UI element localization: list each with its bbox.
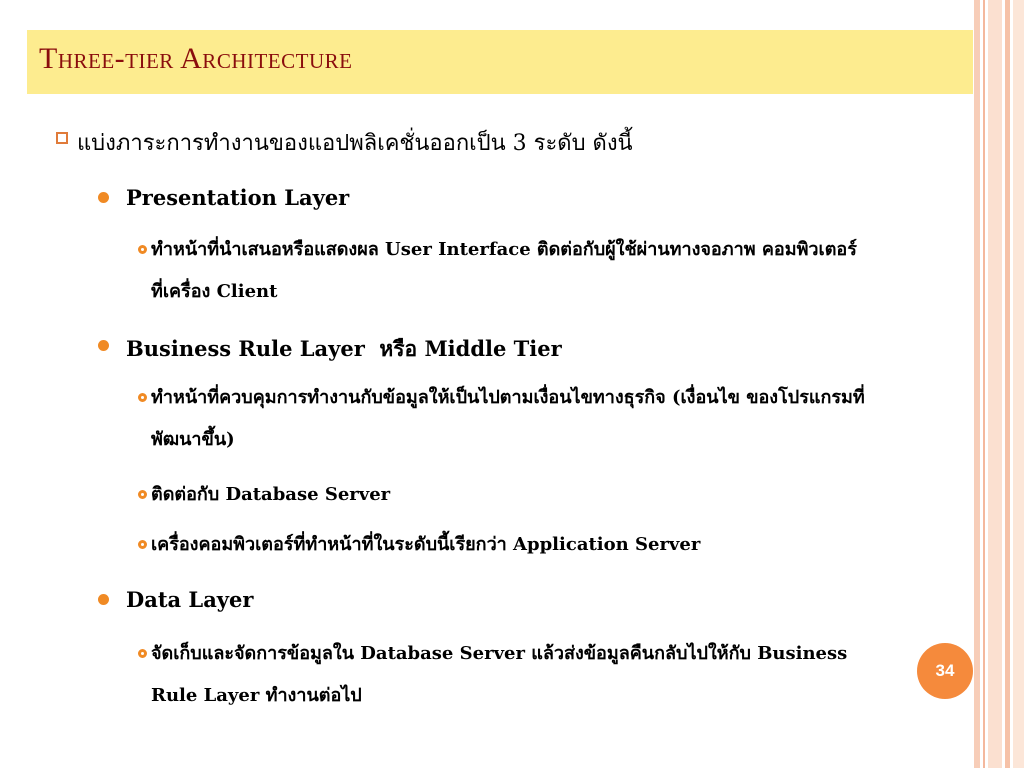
ring-bullet-icon — [138, 393, 147, 402]
square-bullet-icon — [56, 132, 68, 144]
layer-item — [138, 633, 868, 717]
layer-item — [138, 377, 888, 461]
layer-item-text: จัดเก็บและจัดการข้อมูลใน Database Server แล้วส่งข้อมูลคืนกลับไปให้กับ Business Rule Layer ทำงานต่อไป — [151, 643, 848, 706]
layer-item-text: ทำหน้าที่นำเสนอหรือแสดงผล User Interface ติดต่อกับผู้ใช้ผ่านทางจอภาพ คอมพิวเตอร์ที่เครื่อง Client — [151, 239, 857, 302]
intro-bullet — [56, 125, 633, 160]
intro-text: แบ่งภาระการทำงานของแอปพลิเคชั่นออกเป็น 3 ระดับ ดังนี้ — [77, 131, 633, 156]
ring-bullet-icon — [138, 649, 147, 658]
ring-bullet-icon — [138, 245, 147, 254]
layer-heading-text: Presentation Layer — [126, 185, 350, 210]
layer-item-text: เครื่องคอมพิวเตอร์ที่ทำหน้าที่ในระดับนี้เรียกว่า Application Server — [151, 534, 701, 555]
layer-heading-business-rule — [98, 333, 562, 366]
layer-item-text: ทำหน้าที่ควบคุมการทำงานกับข้อมูลให้เป็นไปตามเงื่อนไขทางธุรกิจ (เงื่อนไข ของโปรแกรมที่พัฒนาขึ้น) — [151, 387, 865, 450]
ring-bullet-icon — [138, 490, 147, 499]
dot-bullet-icon — [98, 192, 109, 203]
dot-bullet-icon — [98, 340, 109, 351]
layer-heading-text: Business Rule Layer หรือ Middle Tier — [126, 336, 562, 361]
ring-bullet-icon — [138, 540, 147, 549]
slide-title: Three-tier Architecture — [39, 42, 353, 75]
layer-heading-data — [98, 587, 253, 612]
dot-bullet-icon — [98, 594, 109, 605]
layer-heading-text: Data Layer — [126, 587, 254, 612]
layer-item — [138, 474, 390, 516]
layer-item-text: ติดต่อกับ Database Server — [151, 484, 391, 505]
page-number-badge: 34 — [917, 643, 973, 699]
layer-heading-presentation — [98, 185, 349, 210]
layer-item — [138, 229, 858, 313]
layer-item — [138, 524, 700, 566]
